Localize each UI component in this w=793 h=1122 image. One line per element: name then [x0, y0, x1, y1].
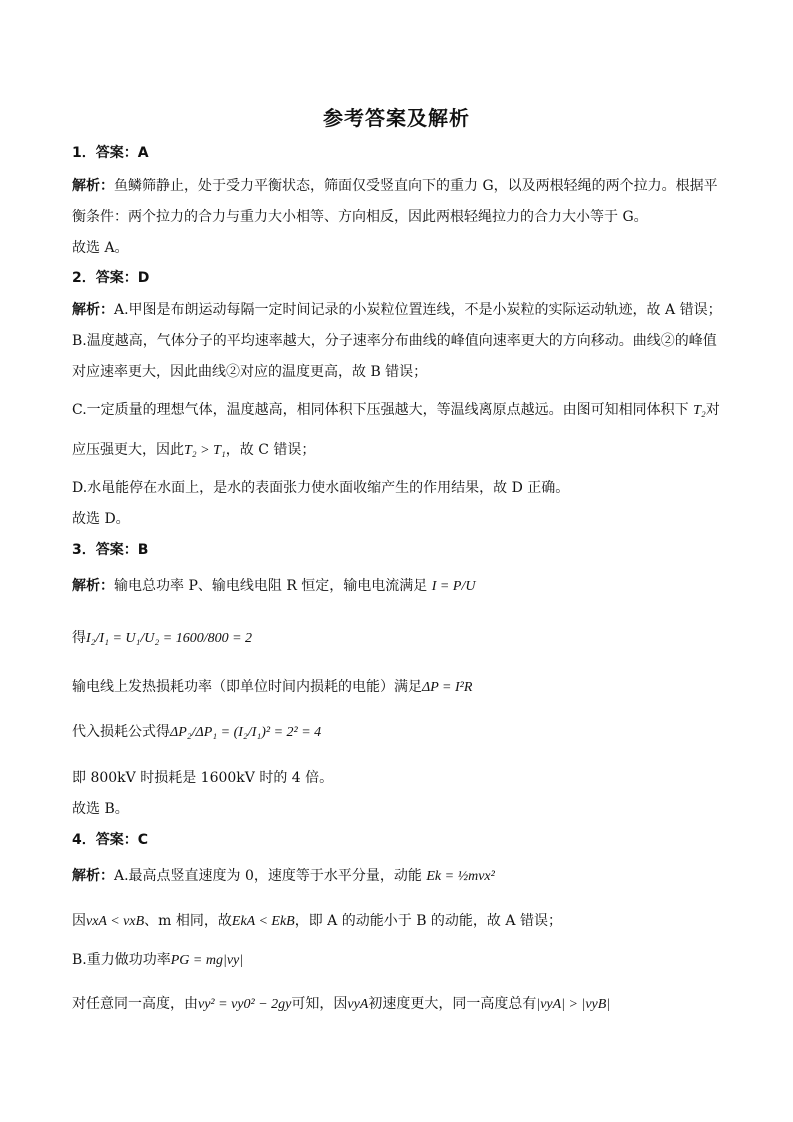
q3-line5: 即 800kV 时损耗是 1600kV 时的 4 倍。 [72, 770, 334, 786]
q4-line3-text: B.重力做功功率 [72, 952, 171, 968]
q4-power-formula: PG = mg|vy| [170, 953, 244, 968]
q3-loss-ratio-formula: ΔP₂/ΔP₁ = (I₂/I₁)² = 2² = 4 [170, 725, 322, 740]
q4-energy-compare: EkA < EkB [231, 914, 295, 929]
q2-option-b-line1: B.温度越高，气体分子的平均速率越大，分子速率分布曲线的峰值向速率更大的方向移动。曲线②的峰值 [72, 333, 717, 349]
q3-answer: 3．答案：B [72, 542, 149, 558]
q4-line4-text2: 可知，因 [291, 996, 348, 1012]
q4-explanation-label: 解析： [72, 868, 114, 884]
q3-explanation-label: 解析： [72, 578, 114, 594]
q1-explanation-label: 解析： [72, 178, 114, 194]
q4-line4-text3: 初速度更大，同一高度总有 [368, 996, 537, 1012]
page-title: 参考答案及解析 [323, 106, 470, 130]
q2-option-d: D.水黾能停在水面上，是水的表面张力使水面收缩产生的作用结果，故 D 正确。 [72, 480, 570, 496]
q4-kinetic-energy-formula: Ek = ½mvx² [426, 869, 495, 884]
q1-explanation-text1: 鱼鳞筛静止，处于受力平衡状态，筛面仅受竖直向下的重力 G，以及两根轻绳的两个拉力。根据平 [114, 178, 718, 194]
q1-explanation-line2: 衡条件：两个拉力的合力与重力大小相等、方向相反，因此两根轻绳拉力的合力大小等于 G。 [72, 209, 648, 225]
q4-line1 [72, 866, 732, 887]
q4-line4-text1: 对任意同一高度，由 [72, 996, 198, 1012]
q4-answer: 4．答案：C [72, 832, 149, 848]
q1-answer: 1．答案：A [72, 145, 149, 161]
q2-option-b-line2: 对应速率更大，因此曲线②对应的温度更高，故 B 错误； [72, 364, 428, 380]
q3-line2 [72, 628, 732, 649]
q2-option-c-symbol: T₂ [693, 403, 706, 418]
q2-option-c-text1: C.一定质量的理想气体，温度越高，相同体积下压强越大，等温线离原点越远。由图可知相同体积下 [72, 402, 689, 418]
q2-option-c-line2 [72, 440, 732, 461]
q2-selection: 故选 D。 [72, 511, 130, 527]
q2-option-a [72, 300, 732, 320]
q3-selection: 故选 B。 [72, 801, 129, 817]
q2-option-a-text: A.甲图是布朗运动每隔一定时间记录的小炭粒位置连线，不是小炭粒的实际运动轨迹，故 A 错误； [114, 302, 722, 318]
q3-line4-text: 代入损耗公式得 [72, 724, 170, 740]
q3-line1-text: 输电总功率 P、输电线电阻 R 恒定，输电电流满足 [114, 578, 428, 594]
q4-speed-compare: |vyA| > |vyB| [536, 997, 611, 1012]
q3-current-formula: I = P/U [431, 579, 476, 594]
q2-option-c-math: T₂ > T₁ [184, 443, 226, 458]
q3-line3-text: 输电线上发热损耗功率（即单位时间内损耗的电能）满足 [72, 679, 422, 695]
q3-line3 [72, 677, 732, 698]
q2-option-c-line1 [72, 400, 732, 421]
q2-option-c-text3: ，故 C 错误； [225, 442, 316, 458]
q4-line2-text3: ，即 A 的动能小于 B 的动能，故 A 错误； [294, 913, 562, 929]
q2-option-c-text2: 应压强更大，因此 [72, 442, 184, 458]
q3-loss-formula: ΔP = I²R [422, 680, 473, 695]
q4-line4 [72, 994, 732, 1015]
q1-explanation-line1 [72, 176, 732, 196]
q2-answer: 2．答案：D [72, 270, 150, 286]
q4-line2 [72, 911, 732, 932]
q3-line4 [72, 722, 732, 743]
q4-line2-text1: 因 [72, 913, 86, 929]
q3-line2-text: 得 [72, 630, 86, 646]
q3-line1 [72, 576, 732, 597]
q4-line1-text: A.最高点竖直速度为 0，速度等于水平分量，动能 [114, 868, 422, 884]
q4-line3 [72, 950, 732, 971]
q1-selection: 故选 A。 [72, 240, 129, 256]
q2-explanation-label: 解析： [72, 302, 114, 318]
q4-kinematic-formula: vy² = vy0² − 2gy [198, 997, 292, 1012]
q4-vya-symbol: vyA [347, 997, 369, 1012]
q4-velocity-compare: vxA < vxB [86, 914, 145, 929]
q4-line2-text2: 、m 相同，故 [144, 913, 232, 929]
q2-option-c-end: 对 [705, 402, 720, 418]
q3-ratio-formula: I₂/I₁ = U₁/U₂ = 1600/800 = 2 [86, 631, 253, 646]
